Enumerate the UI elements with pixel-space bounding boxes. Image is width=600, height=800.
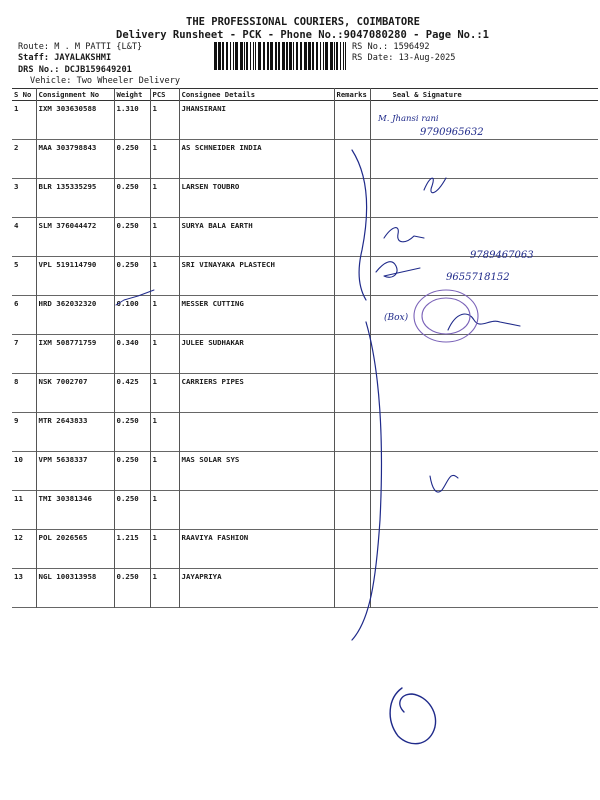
- company-title: THE PROFESSIONAL COURIERS, COIMBATORE: [186, 16, 420, 28]
- cell-consignee: AS SCHNEIDER INDIA: [179, 140, 334, 179]
- cell-pcs: 1: [150, 296, 179, 335]
- cell-sno: 12: [14, 533, 23, 542]
- table-row: [12, 140, 598, 179]
- barcode-bar: [246, 42, 248, 70]
- cell-consignee: LARSEN TOUBRO: [179, 179, 334, 218]
- barcode-bar: [345, 42, 346, 70]
- barcode-bar: [267, 42, 269, 70]
- cell-pcs: 1: [150, 218, 179, 257]
- cell-remarks: [334, 257, 370, 296]
- table-row: [12, 101, 598, 140]
- barcode-bar: [282, 42, 285, 70]
- cell-weight: 1.310: [114, 101, 150, 140]
- barcode-bar: [304, 42, 307, 70]
- cell-consignee: JULEE SUDHAKAR: [179, 335, 334, 374]
- cell-weight: 1.215: [114, 530, 150, 569]
- barcode-bar: [222, 42, 224, 70]
- cell-sno: 13: [14, 572, 23, 581]
- cell-sno: 8: [14, 377, 19, 386]
- handwritten-phone-row5a: 9789467063: [470, 250, 534, 261]
- cell-consignee: MESSER CUTTING: [179, 296, 334, 335]
- barcode-bar: [214, 42, 217, 70]
- cell-consignment: TMI 30381346: [36, 491, 114, 530]
- cell-consignment: VPL 519114790: [36, 257, 114, 296]
- cell-seal: [370, 491, 598, 530]
- cell-consignment: IXM 508771759: [36, 335, 114, 374]
- cell-pcs: 1: [150, 257, 179, 296]
- cell-consignment: POL 2026565: [36, 530, 114, 569]
- cell-remarks: [334, 413, 370, 452]
- handwritten-name-row1: M. Jhansi rani: [378, 114, 439, 124]
- cell-sno: 7: [14, 338, 19, 347]
- cell-seal: [370, 452, 598, 491]
- rs-number: RS No.: 1596492: [352, 42, 430, 52]
- cell-consignee: [179, 491, 334, 530]
- cell-consignment: SLM 376044472: [36, 218, 114, 257]
- barcode-bar: [334, 42, 335, 70]
- barcode-bar: [340, 42, 341, 70]
- cell-sno: 2: [14, 143, 19, 152]
- cell-consignment: NGL 100313958: [36, 569, 114, 608]
- cell-seal: [370, 257, 598, 296]
- cell-seal: [370, 101, 598, 140]
- barcode-bar: [312, 42, 314, 70]
- cell-sno: 1: [14, 104, 19, 113]
- handwritten-phone-row1: 9790965632: [420, 127, 484, 138]
- table-row: [12, 452, 598, 491]
- barcode-bar: [250, 42, 251, 70]
- cell-remarks: [334, 569, 370, 608]
- cell-weight: 0.250: [114, 413, 150, 452]
- cell-consignee: CARRIERS PIPES: [179, 374, 334, 413]
- cell-sno: 5: [14, 260, 19, 269]
- cell-consignment: IXM 303630588: [36, 101, 114, 140]
- cell-sno: 4: [14, 221, 19, 230]
- cell-seal: [370, 218, 598, 257]
- cell-weight: 0.250: [114, 491, 150, 530]
- handwritten-box-row6: (Box): [384, 313, 409, 323]
- cell-consignee: RAAVIYA FASHION: [179, 530, 334, 569]
- barcode-bar: [278, 42, 280, 70]
- runsheet-subtitle: Delivery Runsheet - PCK - Phone No.:9047080280 - Page No.:1: [116, 29, 489, 41]
- cell-consignee: [179, 413, 334, 452]
- barcode-bar: [320, 42, 321, 70]
- cell-consignment: NSK 7002707: [36, 374, 114, 413]
- barcode-bar: [244, 42, 245, 70]
- barcode-bar: [258, 42, 261, 70]
- cell-weight: 0.100: [114, 296, 150, 335]
- cell-pcs: 1: [150, 335, 179, 374]
- cell-consignment: MTR 2643833: [36, 413, 114, 452]
- drs-number: DRS No.: DCJB159649201: [18, 65, 132, 75]
- barcode-bar: [230, 42, 231, 70]
- cell-seal: [370, 335, 598, 374]
- table-row: [12, 374, 598, 413]
- cell-consignee: MAS SOLAR SYS: [179, 452, 334, 491]
- barcode-bar: [218, 42, 221, 70]
- cell-pcs: 1: [150, 413, 179, 452]
- staff-label: Staff: JAYALAKSHMI: [18, 53, 112, 63]
- cell-seal: [370, 413, 598, 452]
- rs-date: RS Date: 13-Aug-2025: [352, 53, 456, 63]
- table-row: [12, 179, 598, 218]
- barcode-bar: [275, 42, 277, 70]
- table-row: [12, 296, 598, 335]
- cell-remarks: [334, 452, 370, 491]
- barcode-bar: [286, 42, 288, 70]
- cell-sno: 9: [14, 416, 19, 425]
- cell-weight: 0.250: [114, 218, 150, 257]
- cell-sno: 3: [14, 182, 19, 191]
- cell-weight: 0.250: [114, 179, 150, 218]
- cell-remarks: [334, 491, 370, 530]
- cell-weight: 0.250: [114, 257, 150, 296]
- barcode-bar: [233, 42, 234, 70]
- barcode-bar: [255, 42, 256, 70]
- cell-weight: 0.340: [114, 335, 150, 374]
- barcode-bar: [323, 42, 324, 70]
- col-sno: S No: [14, 90, 32, 99]
- cell-pcs: 1: [150, 530, 179, 569]
- barcode-bar: [293, 42, 294, 70]
- cell-pcs: 1: [150, 452, 179, 491]
- cell-consignee: SRI VINAYAKA PLASTECH: [179, 257, 334, 296]
- cell-pcs: 1: [150, 101, 179, 140]
- table-row: [12, 335, 598, 374]
- cell-seal: [370, 569, 598, 608]
- col-pcs: PCS: [150, 89, 179, 101]
- cell-weight: 0.425: [114, 374, 150, 413]
- cell-remarks: [334, 296, 370, 335]
- col-seal: Seal & Signature: [370, 89, 598, 101]
- cell-remarks: [334, 530, 370, 569]
- cell-seal: [370, 140, 598, 179]
- barcode-bar: [330, 42, 333, 70]
- barcode-bar: [270, 42, 273, 70]
- cell-sno: 11: [14, 494, 23, 503]
- cell-weight: 0.250: [114, 452, 150, 491]
- cell-sno: 10: [14, 455, 23, 464]
- cell-consignee: JHANSIRANI: [179, 101, 334, 140]
- barcode-bar: [235, 42, 238, 70]
- barcode-bar: [300, 42, 302, 70]
- cell-pcs: 1: [150, 569, 179, 608]
- barcode-bar: [316, 42, 318, 70]
- barcode-bar: [296, 42, 298, 70]
- barcode-bar: [336, 42, 338, 70]
- cell-consignment: MAA 303798843: [36, 140, 114, 179]
- cell-seal: [370, 179, 598, 218]
- cell-consignee: JAYAPRIYA: [179, 569, 334, 608]
- barcode-bar: [308, 42, 311, 70]
- cell-consignment: VPM 5638337: [36, 452, 114, 491]
- cell-sno: 6: [14, 299, 19, 308]
- cell-consignee: SURYA BALA EARTH: [179, 218, 334, 257]
- cell-remarks: [334, 101, 370, 140]
- col-weight: Weight: [114, 89, 150, 101]
- barcode-bar: [240, 42, 243, 70]
- barcode-bar: [263, 42, 265, 70]
- cell-pcs: 1: [150, 140, 179, 179]
- barcode-bar: [325, 42, 328, 70]
- table-row: [12, 413, 598, 452]
- cell-remarks: [334, 140, 370, 179]
- cell-remarks: [334, 218, 370, 257]
- table-row: [12, 491, 598, 530]
- cell-pcs: 1: [150, 179, 179, 218]
- barcode-bar: [289, 42, 292, 70]
- cell-pcs: 1: [150, 374, 179, 413]
- cell-weight: 0.250: [114, 569, 150, 608]
- vehicle-label: Vehicle: Two Wheeler Delivery: [30, 76, 181, 86]
- cell-pcs: 1: [150, 491, 179, 530]
- table-row: [12, 569, 598, 608]
- cell-remarks: [334, 179, 370, 218]
- col-consignment: Consignment No: [36, 89, 114, 101]
- table-row: [12, 257, 598, 296]
- barcode: [213, 42, 349, 70]
- runsheet-table: [12, 88, 598, 608]
- cell-seal: [370, 374, 598, 413]
- barcode-bar: [343, 42, 344, 70]
- table-row: [12, 530, 598, 569]
- table-header-row: [12, 89, 598, 101]
- cell-remarks: [334, 335, 370, 374]
- bottom-loop-mark: [390, 688, 435, 744]
- cell-seal: [370, 530, 598, 569]
- cell-seal: [370, 296, 598, 335]
- col-consignee: Consignee Details: [179, 89, 334, 101]
- cell-weight: 0.250: [114, 140, 150, 179]
- handwritten-phone-row5b: 9655718152: [446, 272, 510, 283]
- col-remarks: Remarks: [334, 89, 370, 101]
- route-label: Route: M . M PATTI {L&T}: [18, 42, 143, 52]
- table-row: [12, 218, 598, 257]
- barcode-bar: [253, 42, 254, 70]
- cell-consignment: HRD 362032320: [36, 296, 114, 335]
- cell-remarks: [334, 374, 370, 413]
- barcode-bar: [226, 42, 228, 70]
- cell-consignment: BLR 135335295: [36, 179, 114, 218]
